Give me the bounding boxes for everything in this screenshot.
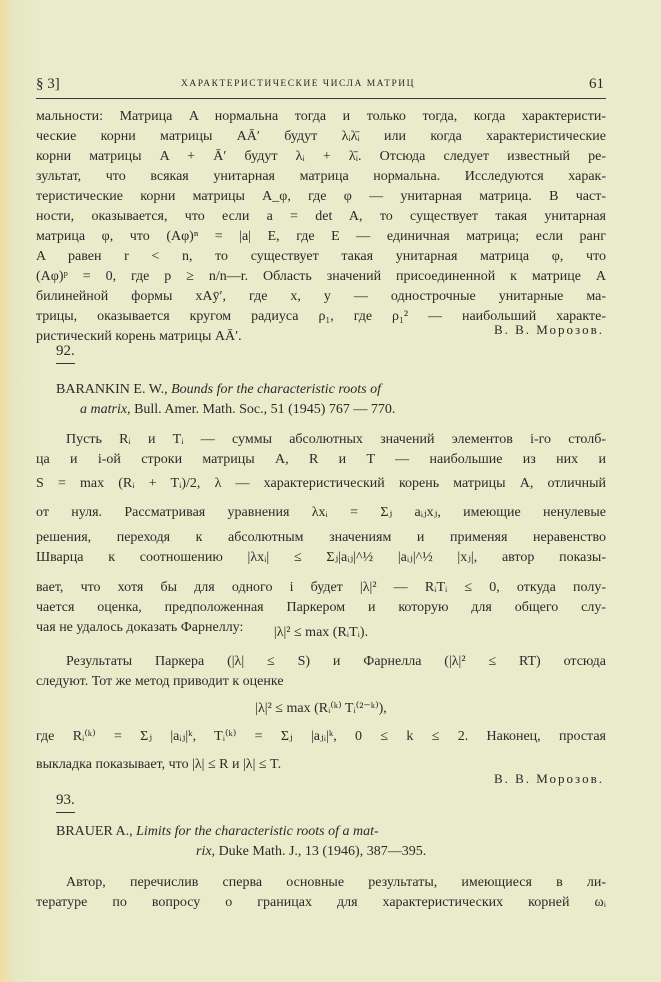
reference-92 bbox=[56, 380, 395, 420]
text-line: Шварца к соотношению |λxᵢ| ≤ Σⱼ|aᵢⱼ|^½ |aᵢⱼ|^½ |xⱼ|, автор показы- bbox=[36, 550, 606, 565]
text-line: где Rᵢ⁽ᵏ⁾ = Σⱼ |aᵢⱼ|ᵏ, Tᵢ⁽ᵏ⁾ = Σⱼ |aⱼᵢ|ᵏ, 0 ≤ k ≤ 2. Наконец, простая bbox=[36, 729, 606, 744]
reference-source: Bull. Amer. Math. Soc., 51 (1945) 767 — 770. bbox=[134, 402, 396, 417]
paragraph-4 bbox=[36, 727, 606, 775]
text-line: мальности: Матрица A нормальна тогда и только тогда, когда характеристи- bbox=[36, 109, 606, 124]
text-line: матрица φ, что (Aφ)ⁿ = |a| E, где E — единичная матрица; если ранг bbox=[36, 229, 606, 244]
reference-title-cont: a matrix, bbox=[80, 402, 131, 417]
paragraph-1 bbox=[36, 107, 606, 347]
entry-number: 93. bbox=[56, 792, 75, 813]
reference-93 bbox=[56, 822, 426, 862]
running-head bbox=[36, 76, 606, 99]
signature: В. В. Морозов. bbox=[493, 322, 604, 337]
entry-number: 92. bbox=[56, 343, 75, 364]
signature: В. В. Морозов. bbox=[493, 771, 604, 786]
text-line: чая не удалось доказать Фарнеллу: bbox=[36, 620, 244, 635]
text-line: корни матрицы A + Ā′ будут λᵢ + λ̄ᵢ. Отсюда следует известный ре- bbox=[36, 149, 606, 164]
reference-source: Duke Math. J., 13 (1946), 387—395. bbox=[218, 844, 427, 859]
text-line: выкладка показывает, что |λ| ≤ R и |λ| ≤ T. bbox=[36, 757, 282, 772]
text-line: следуют. Тот же метод приводит к оценке bbox=[36, 674, 284, 689]
text-line: ческие корни матрицы AĀ′ будут λᵢλ̄ᵢ или когда характеристические bbox=[36, 129, 606, 144]
text-line: A равен r < n, то существует такая унитарная матрица φ, что bbox=[36, 249, 606, 264]
text-line: тературе по вопросу о границах для характеристических корней ωᵢ bbox=[36, 895, 606, 910]
text-line: Пусть Rᵢ и Tᵢ — суммы абсолютных значений элементов i-го столб- bbox=[66, 432, 606, 447]
section-number: § 3] bbox=[36, 76, 60, 92]
text-line: от нуля. Рассматривая уравнения λxᵢ = Σⱼ aᵢⱼxⱼ, имеющие ненулевые bbox=[36, 505, 606, 520]
text-line: ности, оказывается, что если a = det A, то существует такая унитарная bbox=[36, 209, 606, 224]
text-line: ристический корень матрицы AĀ′. bbox=[36, 329, 242, 344]
paragraph-3 bbox=[36, 652, 606, 692]
text-line: ца и i-ой строки матрицы A, R и T — наибольшие из них и bbox=[36, 452, 606, 467]
reference-author: BARANKIN E. W., bbox=[56, 382, 168, 397]
reference-title: Bounds for the characteristic roots of bbox=[171, 382, 381, 397]
reference-title: Limits for the characteristic roots of a mat- bbox=[136, 824, 379, 839]
text-line: вает, что хотя бы для одного i будет |λ|² — RᵢTᵢ ≤ 0, откуда полу- bbox=[36, 580, 606, 595]
text-line: Автор, перечислив сперва основные результаты, имеющиеся в ли- bbox=[66, 875, 606, 890]
paragraph-5 bbox=[36, 873, 606, 913]
text-line: чается оценка, предположенная Паркером и которую для общего слу- bbox=[36, 600, 606, 615]
paragraph-2 bbox=[36, 430, 606, 638]
reference-title-cont: rix, bbox=[196, 844, 216, 859]
text-line: трицы, оказывается кругом радиуса ρ₁, где ρ₁² — наибольший характе- bbox=[36, 309, 606, 324]
text-line: Результаты Паркера (|λ| ≤ S) и Фарнелла (|λ|² ≤ RT) отсюда bbox=[66, 654, 606, 669]
text-line: теристические корни матрицы A_φ, где φ — унитарная матрица. В част- bbox=[36, 189, 606, 204]
page-number: 61 bbox=[589, 76, 604, 92]
text-line: билинейной формы xAȳ′, где x, y — однострочные унитарные ма- bbox=[36, 289, 606, 304]
text-line: (Aφ)ᵖ = 0, где p ≥ n/n—r. Область значений присоединенной к матрице A bbox=[36, 269, 606, 284]
formula: |λ|² ≤ max (RᵢTᵢ). bbox=[273, 625, 369, 640]
formula: |λ|² ≤ max (Rᵢ⁽ᵏ⁾ Tᵢ⁽²⁻ᵏ⁾), bbox=[255, 701, 387, 716]
text-line: S = max (Rᵢ + Tᵢ)/2, λ — характеристический корень матрицы A, отличный bbox=[36, 476, 606, 491]
reference-author: BRAUER A., bbox=[56, 824, 133, 839]
chapter-title: ХАРАКТЕРИСТИЧЕСКИЕ ЧИСЛА МАТРИЦ bbox=[181, 79, 416, 89]
text-line: решения, переходя к абсолютным значениям и применяя неравенство bbox=[36, 530, 606, 545]
text-line: зультат, что всякая унитарная матрица нормальна. Исследуются харак- bbox=[36, 169, 606, 184]
